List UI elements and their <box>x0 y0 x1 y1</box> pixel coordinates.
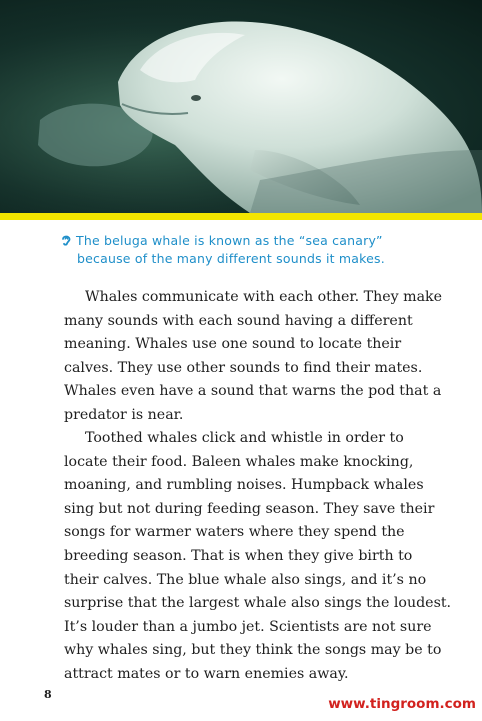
text-line: predator is near. <box>64 406 184 423</box>
text-line: moaning, and rumbling noises. Humpback whales <box>64 477 424 494</box>
caption-line-1: The beluga whale is known as the “sea canary” <box>76 233 383 248</box>
text-line: calves. They use other sounds to find their mates. <box>64 359 423 376</box>
paragraph-communication <box>64 286 443 428</box>
caption-line-2: because of the many different sounds it makes. <box>77 251 385 266</box>
text-line: Toothed whales click and whistle in order to <box>85 430 404 446</box>
text-line: songs for warmer waters where they spend the <box>64 524 405 541</box>
beluga-whale-illustration <box>0 0 482 213</box>
paragraph-whale-sounds <box>64 427 452 687</box>
ear-icon <box>60 234 72 246</box>
photo-caption <box>60 232 460 268</box>
text-line: locate their food. Baleen whales make knocking, <box>64 453 414 470</box>
text-line: many sounds with each sound having a different <box>64 312 413 329</box>
beluga-whale-photo <box>0 0 482 213</box>
watermark-link[interactable]: www.tingroom.com <box>328 696 476 712</box>
yellow-divider-band <box>0 213 482 220</box>
text-line: their calves. The blue whale also sings, and it’s no <box>64 571 427 588</box>
text-line: why whales sing, but they think the songs may be to <box>64 642 442 659</box>
text-line: breeding season. That is when they give birth to <box>64 547 413 564</box>
text-line: Whales communicate with each other. They make <box>85 289 443 305</box>
text-line: surprise that the largest whale also sings the loudest. <box>64 595 452 612</box>
text-line: meaning. Whales use one sound to locate their <box>64 336 402 353</box>
text-line: It’s louder than a jumbo jet. Scientists are not sure <box>64 618 432 635</box>
text-line: sing but not during feeding season. They save their <box>64 500 435 517</box>
text-line: attract mates or to warn enemies away. <box>64 665 349 682</box>
page-number: 8 <box>44 688 52 701</box>
text-line: Whales even have a sound that warns the pod that a <box>64 383 442 400</box>
